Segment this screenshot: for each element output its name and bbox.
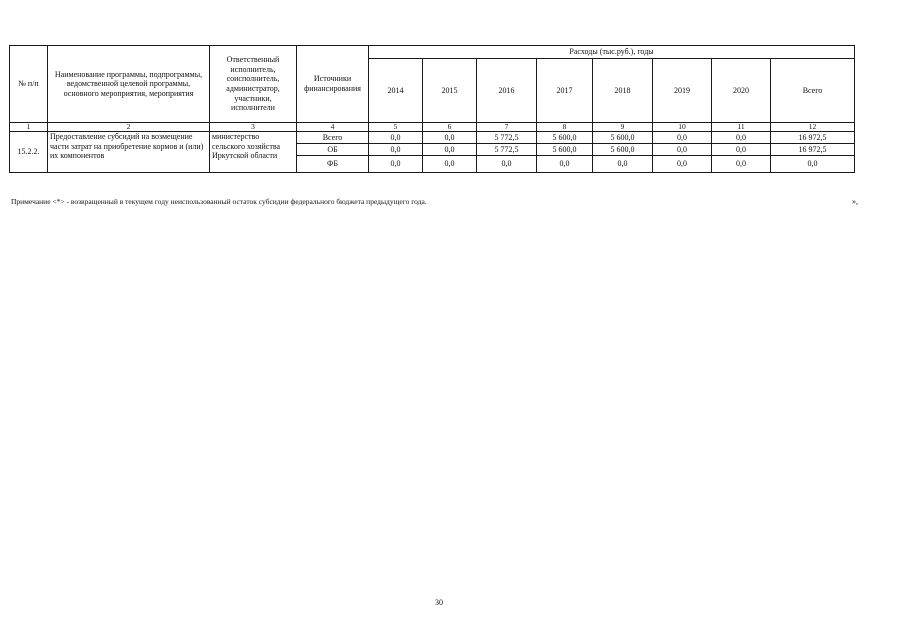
header-num: № п/п: [10, 46, 48, 123]
value-cell: 5 600,0: [593, 144, 653, 156]
column-number-row: [10, 123, 855, 132]
column-number: 7: [477, 123, 537, 132]
table-row: [10, 132, 855, 144]
entry-num: 15.2.2.: [10, 132, 48, 173]
page-number: 30: [435, 598, 443, 607]
value-cell: 0,0: [369, 156, 423, 173]
value-cell: 5 600,0: [593, 132, 653, 144]
header-year: 2018: [593, 59, 653, 123]
header-name: Наименование программы, подпрограммы, ведомственной целевой программы, основного мероприятия, мероприятия: [48, 46, 210, 123]
column-number: 9: [593, 123, 653, 132]
column-number: 1: [10, 123, 48, 132]
header-expenses: Расходы (тыс.руб.), годы: [369, 46, 855, 59]
value-cell: 0,0: [712, 132, 771, 144]
column-number: 6: [423, 123, 477, 132]
entry-responsible: министерство сельского хозяйства Иркутской области: [210, 132, 297, 173]
total-cell: 16 972,5: [771, 144, 855, 156]
column-number: 12: [771, 123, 855, 132]
value-cell: 0,0: [369, 132, 423, 144]
column-number: 11: [712, 123, 771, 132]
column-number: 4: [297, 123, 369, 132]
source-cell: ФБ: [297, 156, 369, 173]
value-cell: 0,0: [593, 156, 653, 173]
header-responsible: Ответственный исполнитель, соисполнитель, администратор, участники, исполнители: [210, 46, 297, 123]
column-number: 3: [210, 123, 297, 132]
value-cell: 0,0: [369, 144, 423, 156]
header-total: Всего: [771, 59, 855, 123]
header-year: 2019: [653, 59, 712, 123]
header-year: 2014: [369, 59, 423, 123]
value-cell: 0,0: [477, 156, 537, 173]
value-cell: 5 600,0: [537, 144, 593, 156]
value-cell: 0,0: [712, 156, 771, 173]
footnote: Примечание <*> - возвращенный в текущем году неиспользованный остаток субсидии федерального бюджета предыдущего года.: [11, 197, 427, 206]
closing-quote: »,: [852, 197, 858, 206]
value-cell: 0,0: [653, 144, 712, 156]
value-cell: 0,0: [653, 156, 712, 173]
column-number: 2: [48, 123, 210, 132]
value-cell: 0,0: [653, 132, 712, 144]
header-sources: Источники финансирования: [297, 46, 369, 123]
value-cell: 0,0: [423, 156, 477, 173]
value-cell: 5 772,5: [477, 144, 537, 156]
entry-name: Предоставление субсидий на возмещение части затрат на приобретение кормов и (или) их компонентов: [48, 132, 210, 173]
budget-table: [9, 45, 855, 173]
header-year: 2016: [477, 59, 537, 123]
value-cell: 0,0: [712, 144, 771, 156]
value-cell: 5 772,5: [477, 132, 537, 144]
total-cell: 0,0: [771, 156, 855, 173]
column-number: 10: [653, 123, 712, 132]
total-cell: 16 972,5: [771, 132, 855, 144]
header-year: 2017: [537, 59, 593, 123]
header-year: 2015: [423, 59, 477, 123]
column-number: 5: [369, 123, 423, 132]
value-cell: 0,0: [423, 144, 477, 156]
value-cell: 0,0: [423, 132, 477, 144]
column-number: 8: [537, 123, 593, 132]
header-year: 2020: [712, 59, 771, 123]
value-cell: 0,0: [537, 156, 593, 173]
value-cell: 5 600,0: [537, 132, 593, 144]
source-cell: ОБ: [297, 144, 369, 156]
source-cell: Всего: [297, 132, 369, 144]
